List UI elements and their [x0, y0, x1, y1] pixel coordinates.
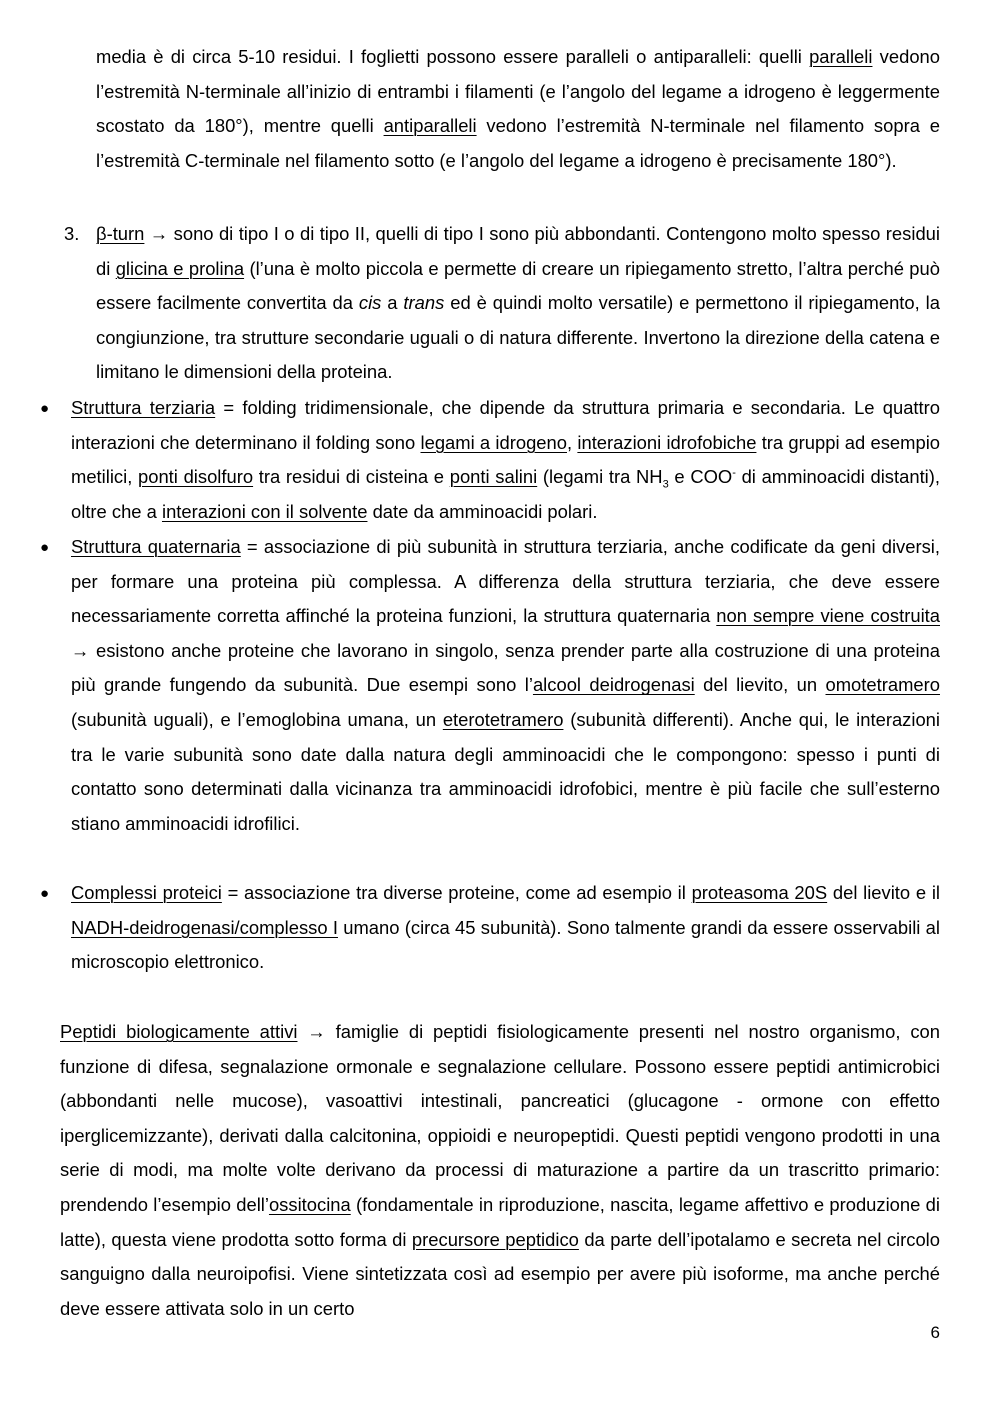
text-run: (subunità uguali), e l’emoglobina umana, un	[71, 708, 443, 730]
underlined-term: antiparalleli	[383, 115, 477, 137]
underlined-term: ponti salini	[449, 466, 538, 488]
underlined-term: non sempre viene costruita	[716, 605, 940, 627]
text-run: ed è quindi molto versatile) e permettono il ripiegamento, la congiunzione, tra strutture secondarie uguali o di natura differente. Invertono la direzione della catena e limitano le dimensioni della proteina.	[96, 292, 940, 383]
underlined-term: paralleli	[809, 46, 873, 67]
underlined-term: glicina e prolina	[115, 257, 245, 279]
superscript: -	[732, 467, 736, 480]
list-number: 3.	[64, 223, 80, 244]
underlined-term: Struttura terziaria	[71, 397, 216, 418]
beta-sheet-paragraph	[96, 40, 940, 178]
italic-term: cis	[358, 292, 382, 314]
underlined-term: interazioni idrofobiche	[577, 431, 757, 453]
underlined-term: Complessi proteici	[71, 882, 222, 903]
subscript: 3	[662, 478, 669, 491]
text-run: vedono l’estremità N-terminale nel filamento sopra e l’estremità C-terminale nel filamento sotto (e l’angolo del legame a idrogeno è precisamente 180°).	[96, 115, 940, 171]
text-run: tra gruppi ad esempio metilici,	[71, 431, 941, 488]
text-run: (fondamentale in riproduzione, nascita, legame affettivo e produzione di latte), questa viene prodotta sotto forma di	[60, 1193, 940, 1250]
underlined-term: ponti disolfuro	[138, 466, 254, 488]
underlined-term: alcool deidrogenasi	[532, 674, 695, 696]
underlined-term: β-turn	[96, 223, 145, 244]
text-run: → sono di tipo I o di tipo II, quelli di tipo I sono più abbondanti. Contengono molto spesso residui di	[96, 223, 940, 279]
underlined-term: eterotetramero	[442, 708, 564, 730]
text-run: ,	[567, 431, 578, 453]
text-run: (subunità differenti). Anche qui, le interazioni tra le varie subunità sono date dalla natura degli amminoacidi che le compongono: spesso i punti di contatto sono determinati dalla vicinanza tra amminoacidi idrofobici, mentre è più facile che sull’esterno stiano amminoacidi idrofilici.	[71, 708, 940, 834]
text-run: di amminoacidi distanti), oltre che a	[71, 466, 940, 522]
text-run: → esistono anche proteine che lavorano in singolo, senza prender parte alla costruzione di una proteina più grande fungendo da subunità. Due esempi sono l’	[71, 639, 940, 696]
underlined-term: omotetramero	[825, 674, 940, 696]
quaternary-structure-paragraph	[71, 530, 940, 841]
text-run: = associazione tra diverse proteine, come ad esempio il	[221, 882, 692, 903]
text-run: umano (circa 45 subunità). Sono talmente grandi da essere osservabili al microscopio elettronico.	[71, 916, 940, 973]
text-run: da parte dell’ipotalamo e secreta nel circolo sanguigno dalla neuroipofisi. Viene sintetizzata così ad esempio per avere più isoforme, ma anche perché deve essere attivata solo in un certo	[60, 1228, 940, 1319]
text-run: = folding tridimensionale, che dipende da struttura primaria e secondaria. Le quattro interazioni che determinano il folding sono	[71, 397, 941, 453]
italic-term: trans	[403, 292, 445, 314]
underlined-term: ossitocina	[268, 1193, 351, 1215]
underlined-term: legami a idrogeno	[420, 431, 567, 453]
text-run: media è di circa 5-10 residui. I foglietti possono essere paralleli o antiparalleli: quelli	[96, 46, 810, 67]
text-run: del lievito e il	[827, 882, 940, 903]
text-run: e COO	[668, 466, 733, 488]
tertiary-structure-paragraph	[71, 391, 940, 529]
text-run: = associazione di più subunità in struttura terziaria, anche codificate da geni diversi, per formare una proteina più complessa. A differenza della struttura terziaria, che deve essere necessariamente corretta affinché la proteina funzioni, la struttura quaternaria	[71, 536, 940, 627]
underlined-term: Struttura quaternaria	[71, 536, 241, 557]
page-number: 6	[930, 1323, 940, 1342]
protein-complexes-paragraph	[71, 876, 940, 980]
underlined-term: Peptidi biologicamente attivi	[60, 1021, 298, 1042]
bullet-icon: ●	[40, 539, 50, 556]
bullet-icon: ●	[40, 885, 50, 902]
bullet-icon: ●	[40, 400, 50, 417]
text-run: tra residui di cisteina e	[253, 466, 450, 488]
underlined-term: precursore peptidico	[411, 1228, 579, 1250]
text-run: date da amminoacidi polari.	[367, 500, 598, 522]
underlined-term: NADH-deidrogenasi/complesso I	[71, 916, 338, 938]
underlined-term: interazioni con il solvente	[161, 500, 368, 522]
bioactive-peptides-paragraph	[60, 1015, 940, 1326]
text-run: del lievito, un	[694, 674, 826, 696]
text-run: vedono l’estremità N-terminale all’inizio di entrambi i filamenti (e l’angolo del legame a idrogeno è leggermente scostato da 180°), mentre quelli	[96, 46, 940, 137]
text-run: (l’una è molto piccola e permette di creare un ripiegamento stretto, l’altra perché può essere facilmente convertita da	[96, 257, 940, 314]
beta-turn-paragraph	[96, 217, 940, 390]
text-run: → famiglie di peptidi fisiologicamente presenti nel nostro organismo, con funzione di difesa, segnalazione ormonale e segnalazione cellulare. Possono essere peptidi antimicrobici (abbondanti nelle mucose), vasoattivi intestinali, pancreatici (glucagone - ormone con effetto iperglicemizzante), derivati dalla calcitonina, oppioidi e neuropeptidi. Questi peptidi vengono prodotti in una serie di modi, ma molte volte derivano da processi di maturazione a partire da un trascritto primario: prendendo l’esempio dell’	[60, 1021, 940, 1215]
underlined-term: proteasoma 20S	[691, 882, 828, 903]
text-run: (legami tra NH	[537, 466, 663, 488]
text-run: a	[381, 292, 404, 314]
